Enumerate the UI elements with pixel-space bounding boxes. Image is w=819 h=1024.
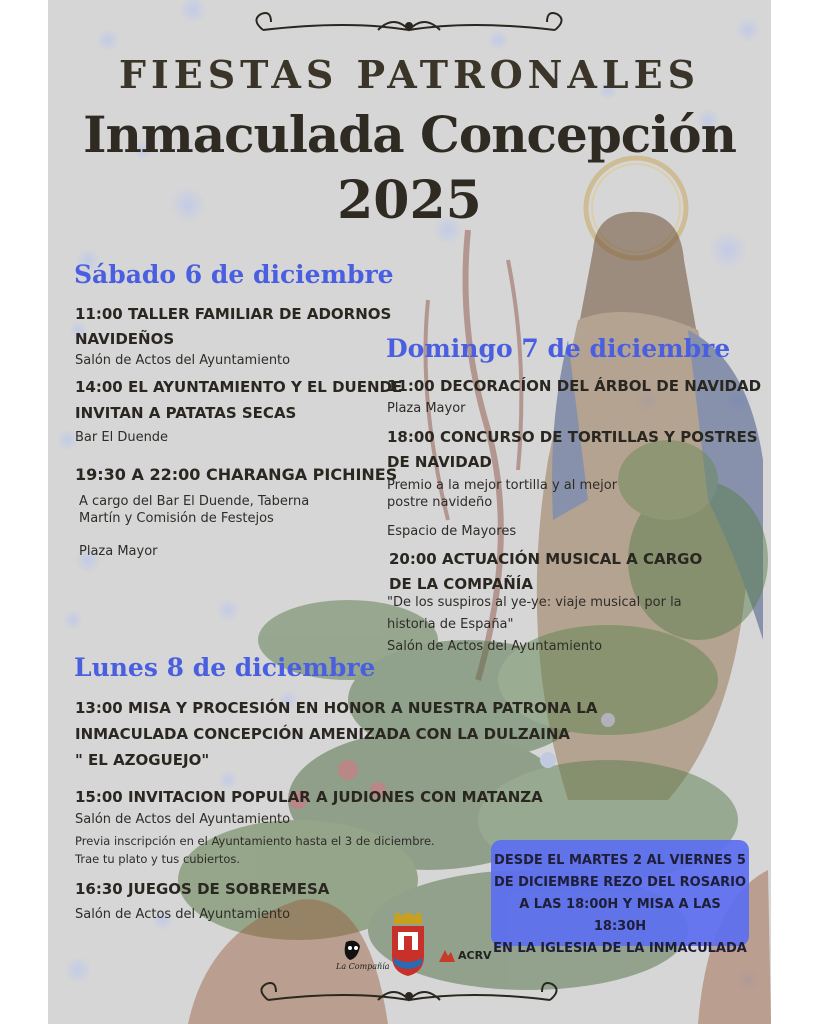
- header-line-1: FIESTAS PATRONALES: [118, 52, 701, 97]
- sabado-event-3-desc-1: A cargo del Bar El Duende, Taberna: [79, 494, 310, 509]
- sabado-event-3-desc-2: Martín y Comisión de Festejos: [79, 511, 274, 526]
- lunes-event-2-place: Salón de Actos del Ayuntamiento: [75, 812, 291, 827]
- sabado-event-3-line-1: 19:30 A 22:00 CHARANGA PICHINES: [75, 465, 398, 484]
- domingo-event-2-line-2: DE NAVIDAD: [387, 453, 492, 471]
- rosary-notice-line-1: DESDE EL MARTES 2 AL VIERNES 5: [494, 853, 746, 868]
- domingo-event-2-desc-2: postre navideño: [387, 495, 493, 510]
- lunes-event-1-line-3: " EL AZOGUEJO": [75, 751, 210, 769]
- domingo-event-1-line-1: 11:00 DECORACÍON DEL ÁRBOL DE NAVIDAD: [387, 377, 762, 395]
- acrv-logo-text: ACRV: [458, 949, 492, 962]
- domingo-event-3-line-1: 20:00 ACTUACIÓN MUSICAL A CARGO: [389, 550, 703, 568]
- sabado-event-2-place: Bar El Duende: [75, 430, 169, 445]
- sabado-event-1-line-1: 11:00 TALLER FAMILIAR DE ADORNOS: [75, 305, 392, 323]
- lunes-event-1-line-1: 13:00 MISA Y PROCESIÓN EN HONOR A NUESTRA PATRONA LA: [75, 699, 598, 717]
- top-ornament: [256, 13, 561, 30]
- domingo-event-3-line-2: DE LA COMPAÑÍA: [389, 575, 533, 593]
- acrv-logo: [438, 946, 498, 970]
- lunes-event-2-desc-2: Trae tu plato y tus cubiertos.: [75, 852, 241, 866]
- domingo-event-3-place: Salón de Actos del Ayuntamiento: [387, 639, 603, 654]
- coat-of-arms-logo: [388, 912, 428, 978]
- la-compania-logo: [336, 938, 390, 978]
- lunes-event-3-place: Salón de Actos del Ayuntamiento: [75, 907, 291, 922]
- sabado-event-2-line-2: INVITAN A PATATAS SECAS: [75, 404, 297, 422]
- lunes-event-1-line-2: INMACULADA CONCEPCIÓN AMENIZADA CON LA DULZAINA: [75, 725, 571, 743]
- header-title: Inmaculada Concepción: [83, 105, 736, 164]
- sabado-heading: Sábado 6 de diciembre: [74, 260, 394, 289]
- header-year: 2025: [337, 170, 482, 231]
- rosary-notice-line-4: EN LA IGLESIA DE LA INMACULADA: [493, 941, 747, 956]
- sabado-event-2-line-1: 14:00 EL AYUNTAMIENTO Y EL DUENDE: [75, 378, 403, 396]
- lunes-event-3-line-1: 16:30 JUEGOS DE SOBREMESA: [75, 880, 330, 898]
- rosary-notice-line-2: DE DICIEMBRE REZO DEL ROSARIO: [493, 875, 747, 890]
- la-compania-logo-text: La Compañía: [336, 962, 390, 971]
- domingo-heading: Domingo 7 de diciembre: [386, 334, 731, 363]
- coat-of-arms-icon: [388, 912, 428, 978]
- domingo-event-2-desc-1: Premio a la mejor tortilla y al mejor: [387, 478, 618, 493]
- sabado-event-1-line-2: NAVIDEÑOS: [75, 330, 175, 348]
- domingo-event-2-place: Espacio de Mayores: [387, 524, 517, 539]
- lunes-heading: Lunes 8 de diciembre: [74, 653, 376, 682]
- domingo-event-3-desc-2: historia de España": [387, 617, 514, 632]
- domingo-event-2-line-1: 18:00 CONCURSO DE TORTILLAS Y POSTRES: [387, 428, 758, 446]
- acrv-mark-icon: [438, 948, 456, 964]
- domingo-event-3-desc-1: "De los suspiros al ye-ye: viaje musical por la: [387, 595, 682, 610]
- sabado-event-3-place: Plaza Mayor: [79, 544, 158, 559]
- poster: [48, 0, 771, 1024]
- sabado-event-1-place: Salón de Actos del Ayuntamiento: [75, 353, 291, 368]
- theatre-mask-icon: [336, 938, 382, 964]
- rosary-notice-line-3: A LAS 18:00H Y MISA A LAS 18:30H: [519, 897, 721, 934]
- lunes-event-2-desc-1: Previa inscripción en el Ayuntamiento hasta el 3 de diciembre.: [75, 834, 435, 848]
- rosary-notice-text: [491, 850, 749, 960]
- domingo-event-1-place: Plaza Mayor: [387, 401, 466, 416]
- lunes-event-2-line-1: 15:00 INVITACION POPULAR A JUDIONES CON MATANZA: [75, 788, 543, 806]
